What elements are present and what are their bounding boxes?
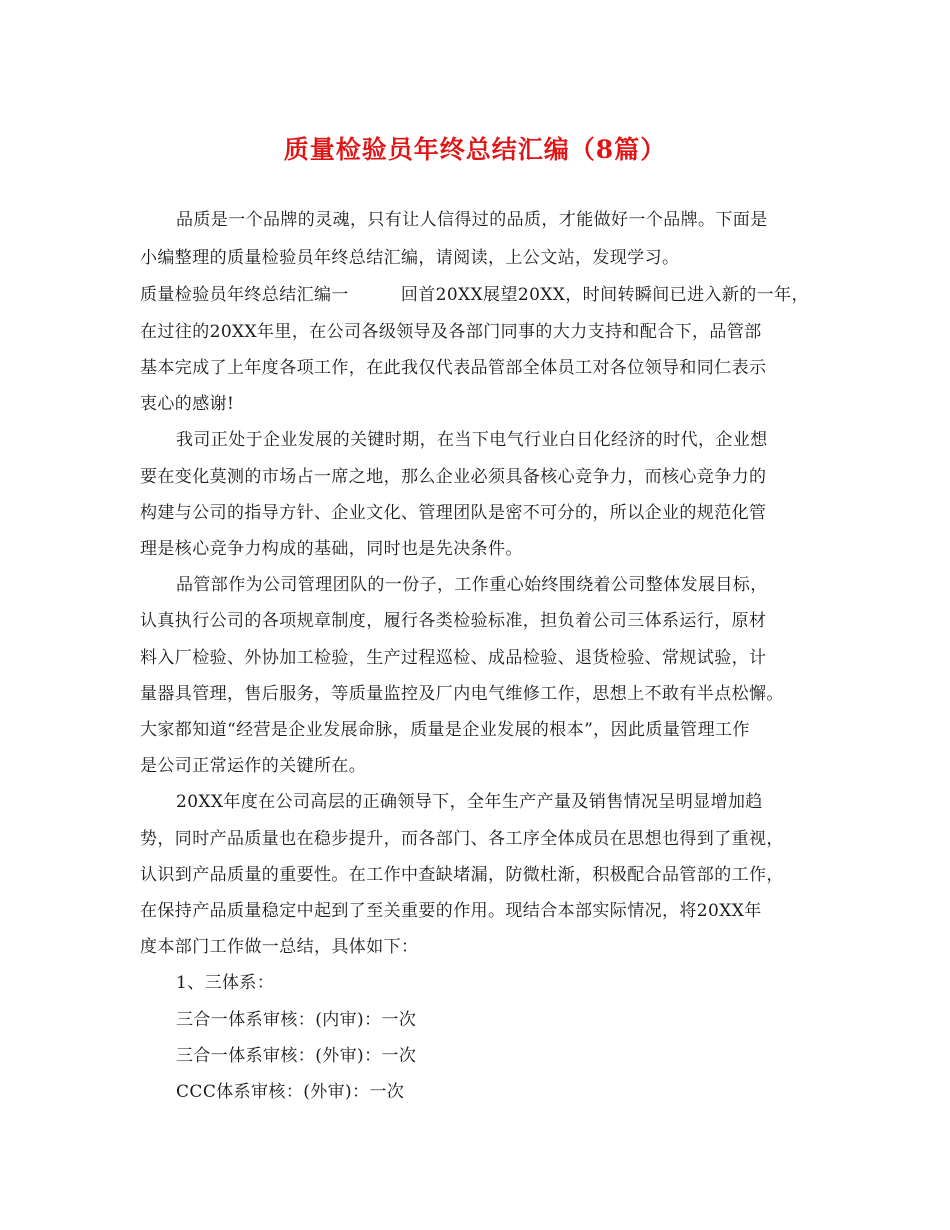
paragraph-line: 料入厂检验、外协加工检验，生产过程巡检、成品检验、退货检验、常规试验，计 <box>140 648 767 668</box>
paragraph-line: 大家都知道“经营是企业发展命脉，质量是企业发展的根本”，因此质量管理工作 <box>140 720 750 740</box>
paragraph-line: 衷心的感谢! <box>140 394 235 414</box>
paragraph-line: 品管部作为公司管理团队的一份子，工作重心始终围绕着公司整体发展目标， <box>176 575 768 595</box>
paragraph-line: 品质是一个品牌的灵魂，只有让人信得过的品质，才能做好一个品牌。下面是 <box>176 210 768 230</box>
paragraph-line: 我司正处于企业发展的关键时期，在当下电气行业白日化经济的时代，企业想 <box>176 430 768 450</box>
list-item: 三合一体系审核：(外审)：一次 <box>176 1046 417 1066</box>
paragraph-line: 量器具管理，售后服务，等质量监控及厂内电气维修工作，思想上不敢有半点松懈。 <box>140 684 784 704</box>
paragraph-line: 要在变化莫测的市场占一席之地，那么企业必须具备核心竞争力，而核心竞争力的 <box>140 467 767 487</box>
paragraph-line <box>140 283 809 307</box>
document-title: 质量检验员年终总结汇编（8篇） <box>283 135 667 164</box>
list-item: 三合一体系审核：(内审)：一次 <box>176 1010 417 1030</box>
paragraph-line: 认真执行公司的各项规章制度，履行各类检验标准，担负着公司三体系运行，原材 <box>140 611 767 631</box>
paragraph-line: 小编整理的质量检验员年终总结汇编，请阅读，上公文站，发现学习。 <box>140 248 680 268</box>
paragraph-line: 势，同时产品质量也在稳步提升，而各部门、各工序全体成员在思想也得到了重视， <box>140 829 784 849</box>
section-heading: 质量检验员年终总结汇编一 <box>140 285 349 305</box>
paragraph-line: 认识到产品质量的重要性。在工作中查缺堵漏，防微杜渐，积极配合品管部的工作， <box>140 865 784 885</box>
paragraph-line-text: 回首20XX展望20XX，时间转瞬间已进入新的一年， <box>400 285 809 305</box>
list-item: CCC体系审核：(外审)：一次 <box>176 1082 405 1102</box>
paragraph-line: 在过往的20XX年里，在公司各级领导及各部门同事的大力支持和配合下，品管部 <box>140 322 762 342</box>
paragraph-line: 20XX年度在公司高层的正确领导下，全年生产产量及销售情况呈明显增加趋 <box>176 792 763 812</box>
paragraph-line: 是公司正常运作的关键所在。 <box>140 756 367 776</box>
paragraph-line: 基本完成了上年度各项工作，在此我仅代表品管部全体员工对各位领导和同仁表示 <box>140 358 767 378</box>
paragraph-line: 在保持产品质量稳定中起到了至关重要的作用。现结合本部实际情况，将20XX年 <box>140 901 762 921</box>
paragraph-line: 构建与公司的指导方针、企业文化、管理团队是密不可分的，所以企业的规范化管 <box>140 503 767 523</box>
list-heading: 1、三体系： <box>176 973 275 993</box>
paragraph-line: 度本部门工作做一总结，具体如下： <box>140 937 419 957</box>
paragraph-line: 理是核心竞争力构成的基础，同时也是先决条件。 <box>140 539 523 559</box>
